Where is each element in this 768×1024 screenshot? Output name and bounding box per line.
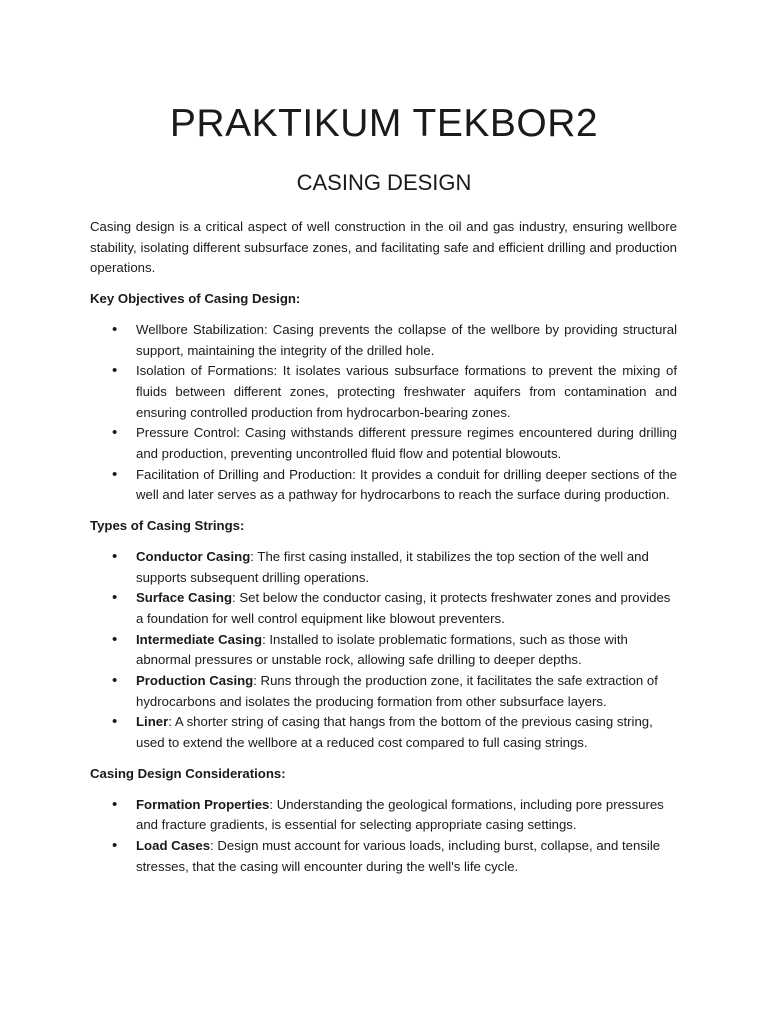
item-text: : Runs through the production zone, it facilitates the safe extraction of hydrocarbons and isolates the producing formation from other subsurface layers. — [136, 673, 658, 709]
considerations-list — [90, 795, 677, 878]
item-text: : The first casing installed, it stabilizes the top section of the well and supports subsequent drilling operations. — [136, 548, 649, 585]
item-text: : Installed to isolate problematic formations, such as those with abnormal pressures or unstable rock, allowing safe drilling to deeper depths. — [136, 631, 628, 668]
objectives-heading: Key Objectives of Casing Design: — [90, 291, 301, 307]
casing-strings-list — [90, 547, 677, 754]
item-text: : Set below the conductor casing, it protects freshwater zones and provides a foundation for well control equipment like blowout preventers. — [136, 590, 671, 626]
document-body — [90, 217, 677, 887]
considerations-heading: Casing Design Considerations: — [90, 765, 286, 781]
item-text: : Design must account for various loads, including burst, collapse, and tensile stresses, that the casing will encounter during the well's life cycle. — [136, 837, 661, 874]
list-item — [90, 588, 677, 629]
casing-strings-heading: Types of Casing Strings: — [90, 518, 245, 534]
item-term: Intermediate Casing — [136, 631, 263, 647]
item-term: Surface Casing — [136, 590, 233, 606]
list-item: • Pressure Control: Casing withstands different pressure regimes encountered during drilling and production, preventing uncontrolled fluid flow and potential blowouts. — [90, 423, 677, 464]
list-item — [90, 712, 677, 753]
list-item — [90, 671, 677, 712]
item-text: : Understanding the geological formations, including pore pressures and fracture gradients, is essential for selecting appropriate casing settings. — [136, 796, 664, 833]
item-text: : A shorter string of casing that hangs from the bottom of the previous casing string, used to extend the wellbore at a reduced cost compared to full casing strings. — [136, 714, 653, 751]
item-term: Liner — [136, 714, 169, 730]
document-title: PRAKTIKUM TEKBOR2 — [169, 102, 599, 145]
document-subtitle: CASING DESIGN — [296, 170, 472, 195]
intro-paragraph: Casing design is a critical aspect of well construction in the oil and gas industry, ensuring wellbore stability, isolating different subsurface zones, and facilitating safe and efficient drilling and production operations. — [90, 219, 677, 276]
item-term: Load Cases — [136, 837, 211, 853]
item-term: Conductor Casing — [136, 548, 251, 564]
item-term: Production Casing — [136, 673, 254, 689]
list-item: • Facilitation of Drilling and Production: It provides a conduit for drilling deeper sections of the well and later serves as a pathway for hydrocarbons to reach the surface during production. — [90, 465, 677, 506]
list-item — [90, 836, 677, 877]
list-item: • Isolation of Formations: It isolates various subsurface formations to prevent the mixing of fluids between different zones, protecting freshwater aquifers from contamination and ensuring controlled production from hydrocarbon-bearing zones. — [90, 361, 677, 423]
list-item: • Wellbore Stabilization: Casing prevents the collapse of the wellbore by providing structural support, maintaining the integrity of the drilled hole. — [90, 320, 677, 361]
list-item — [90, 547, 677, 588]
list-item — [90, 795, 677, 836]
list-item — [90, 630, 677, 671]
objectives-list — [90, 320, 677, 506]
item-term: Formation Properties — [136, 796, 270, 812]
